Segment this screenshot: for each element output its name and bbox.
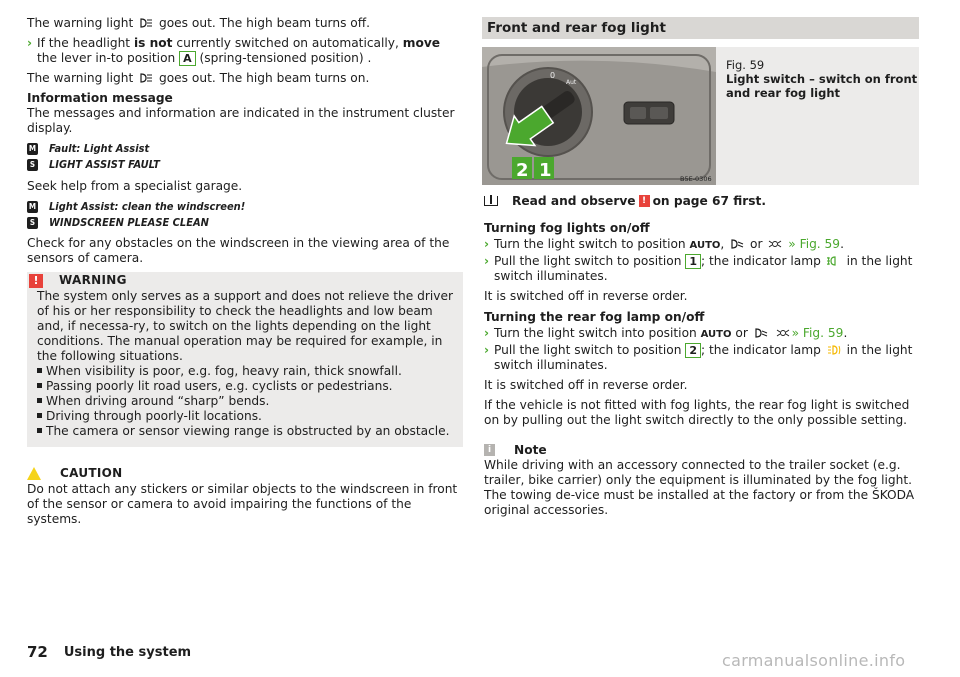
segment-icon: S	[27, 217, 38, 229]
bullet-square-icon	[37, 428, 42, 433]
figure	[482, 47, 919, 185]
list-item: Driving through poorly-lit locations.	[37, 409, 455, 424]
position-key: 2	[685, 343, 701, 358]
paragraph: The warning light goes out. The high beam turns off.	[27, 16, 371, 30]
maxidot-icon: M	[28, 202, 37, 211]
figure-link[interactable]: » Fig. 59	[791, 326, 844, 340]
list-item: Passing poorly lit road users, e.g. cyclists or pedestrians.	[37, 379, 455, 394]
footer-section: Using the system	[63, 645, 192, 660]
segment-icon: S	[27, 159, 38, 171]
message-row: S LIGHT ASSIST FAULT	[27, 157, 463, 173]
page-footer	[27, 645, 191, 660]
rear-fog-light-icon	[827, 345, 841, 355]
warning-ref-icon: !	[639, 195, 650, 207]
light-switch-photo	[482, 47, 716, 185]
message-row: M Fault: Light Assist	[28, 142, 150, 155]
light-switch-illustration	[482, 47, 716, 185]
paragraph: It is switched off in reverse order.	[484, 378, 688, 392]
message-row: S WINDSCREEN PLEASE CLEAN	[27, 215, 463, 231]
high-beam-icon	[139, 73, 153, 83]
left-column	[27, 16, 463, 532]
low-beam-icon	[730, 239, 744, 249]
caution-text: Do not attach any stickers or similar objects to the windscreen in front of the sensor or camera to avoid impairing the functions of the systems.	[27, 482, 458, 526]
caution-header: CAUTION	[27, 465, 463, 482]
arrow-icon: ›	[484, 343, 490, 357]
position-key: A	[179, 51, 196, 66]
instruction-step: › Pull the light switch to position 2 ; the indicator lamp in the light switch illuminates.	[484, 343, 913, 372]
arrow-icon: ›	[27, 36, 33, 50]
list-item: When visibility is poor, e.g. fog, heavy rain, thick snowfall.	[37, 364, 455, 379]
note-header: i Note	[484, 442, 919, 458]
switch-label-zero: 0	[550, 71, 556, 80]
figure-caption: Fig. 59 Light switch – switch on front and rear fog light	[726, 58, 918, 100]
info-text: The messages and information are indicated in the instrument cluster display.	[27, 106, 455, 135]
position-key: 1	[685, 254, 701, 269]
figure-code: B5E-0306	[680, 175, 712, 183]
paragraph: If the vehicle is not fitted with fog lights, the rear fog light is switched on by pulling out the light switch directly to the only possible setting.	[484, 398, 910, 427]
instruction-step: › Turn the light switch to position AUTO, or » Fig. 59.	[484, 237, 844, 251]
note-text: While driving with an accessory connected to the trailer socket (e.g. trailer, bike carrier) only the equipment is illuminated by the fog light. The towing de-vice must be installed at the factory or from the ŠKODA original accessories.	[484, 458, 915, 517]
bullet-square-icon	[37, 383, 42, 388]
instruction-step: › If the headlight is not currently switched on automatically, move the lever in-to position A (spring-tensioned position) .	[27, 36, 441, 65]
warning-icon: !	[29, 274, 43, 288]
warning-box	[27, 272, 463, 447]
book-icon	[484, 196, 498, 206]
instruction-step: › Pull the light switch to position 1 ; the indicator lamp in the light switch illuminates.	[484, 254, 913, 283]
parking-light-icon	[768, 239, 782, 249]
paragraph: It is switched off in reverse order.	[484, 289, 688, 303]
low-beam-icon	[754, 328, 768, 338]
warning-body: The system only serves as a support and does not relieve the driver of his or her responsibility to check the headlights and low beam and, if necessa-ry, to switch on the lights depending on the light conditions. The manual operation may be required for example, in the following situations. When visibility is poor, e.g. fog, heavy rain, thick snowfall. Passing poorly lit road users, e.g. cyclists or pedestrians. When driving around “sharp” bends. Driving through poorly-lit locations. The camera or sensor viewing range is obstructed by an obstacle.	[37, 289, 453, 438]
paragraph: Seek help from a specialist garage.	[27, 179, 243, 193]
switch-label-auto: Aut	[566, 79, 577, 86]
arrow-icon: ›	[484, 326, 490, 340]
caution-icon	[27, 467, 41, 480]
arrow-icon: ›	[484, 237, 490, 251]
auto-label: AUTO	[700, 329, 732, 340]
bullet-square-icon	[37, 398, 42, 403]
list-item: The camera or sensor viewing range is obstructed by an obstacle.	[37, 424, 455, 439]
parking-light-icon	[776, 328, 790, 338]
callout-2: 2	[516, 160, 529, 181]
bullet-square-icon	[37, 413, 42, 418]
paragraph: The warning light goes out. The high beam turns on.	[27, 71, 370, 85]
read-and-observe: Read and observe ! on page 67 first.	[484, 193, 919, 209]
paragraph: Check for any obstacles on the windscreen in the viewing area of the sensors of camera.	[27, 236, 450, 265]
page-number: 72	[27, 643, 48, 661]
high-beam-icon	[139, 18, 153, 28]
message-row: M Light Assist: clean the windscreen!	[28, 200, 246, 213]
figure-link[interactable]: » Fig. 59	[788, 237, 841, 251]
list-item: When driving around “sharp” bends.	[37, 394, 455, 409]
info-icon: i	[484, 444, 495, 456]
auto-label: AUTO	[689, 240, 721, 251]
front-fog-light-icon	[827, 256, 841, 266]
section-title: Front and rear fog light	[482, 17, 919, 39]
warning-header: ! WARNING	[27, 272, 463, 289]
watermark: carmanualsonline.info	[722, 651, 906, 670]
callout-1: 1	[539, 160, 552, 181]
arrow-icon: ›	[484, 254, 490, 268]
right-column	[484, 22, 919, 523]
bullet-square-icon	[37, 368, 42, 373]
info-heading: Information message	[27, 91, 173, 105]
maxidot-icon: M	[28, 144, 37, 153]
instruction-step: › Turn the light switch into position AUTO or » Fig. 59.	[484, 326, 848, 340]
subheading: Turning fog lights on/off	[484, 221, 650, 235]
subheading: Turning the rear fog lamp on/off	[484, 310, 705, 324]
